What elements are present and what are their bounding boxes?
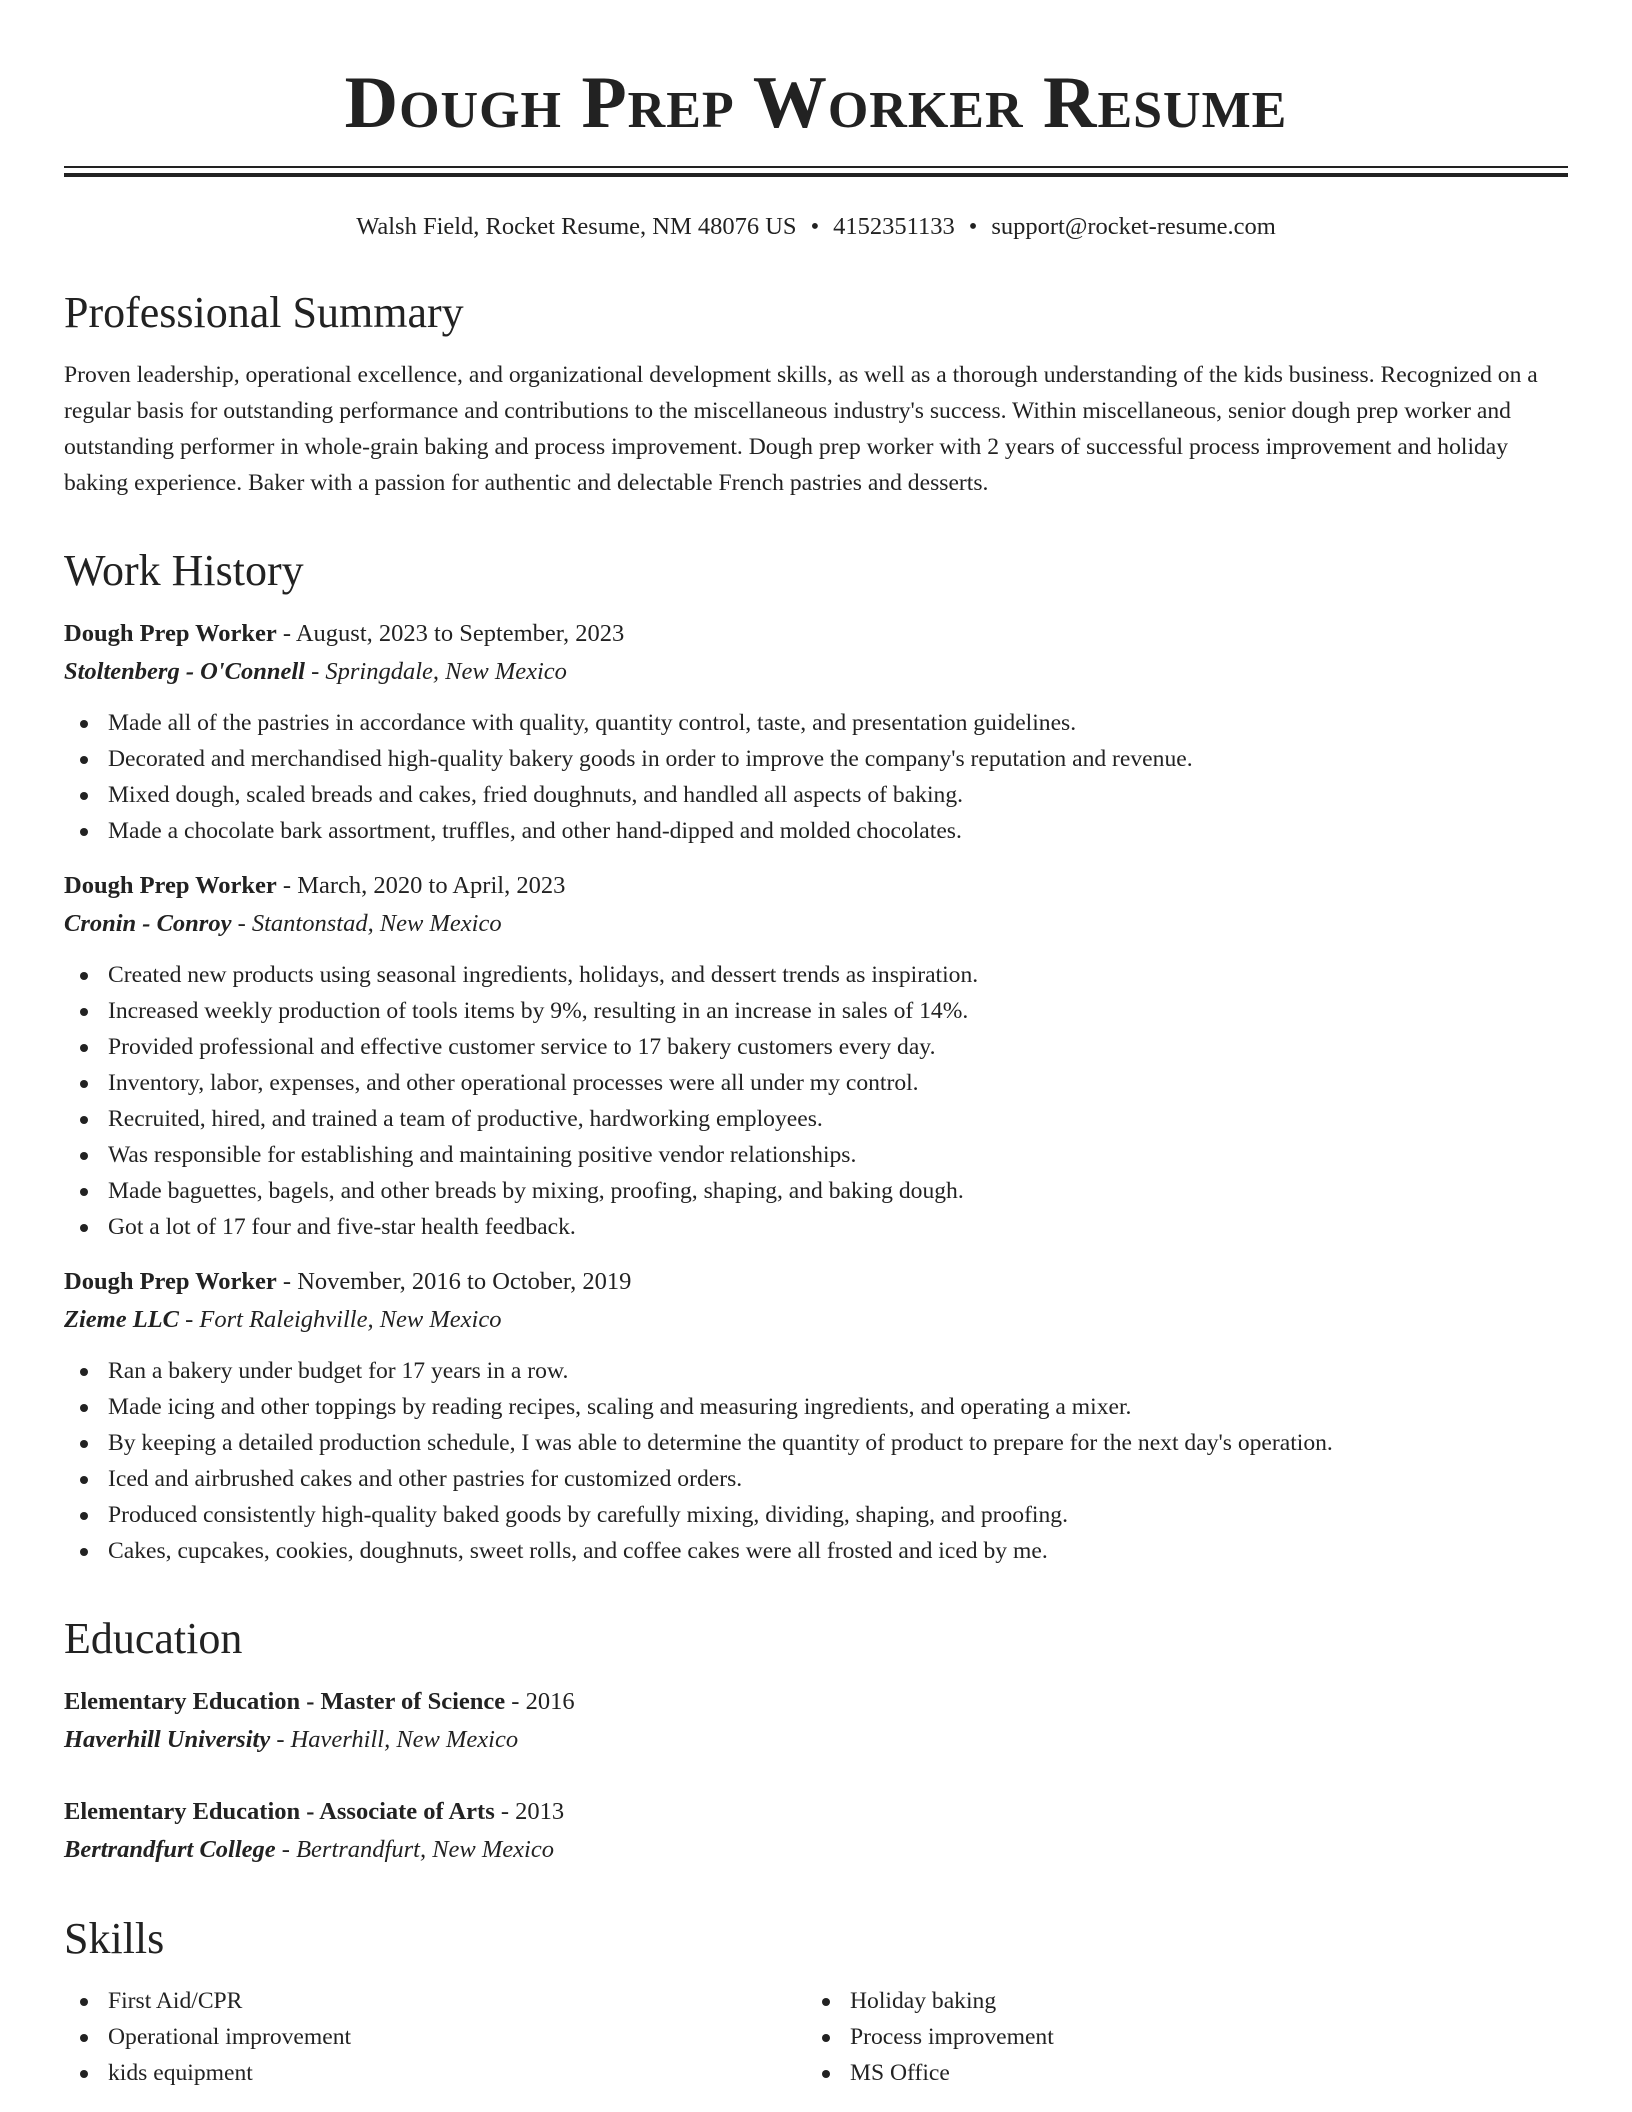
list-item: Cakes, cupcakes, cookies, doughnuts, sweet rolls, and coffee cakes were all frosted and iced by me.	[64, 1533, 1568, 1569]
job-entry	[64, 615, 1568, 849]
education-school-line	[64, 1721, 1568, 1759]
skills-column-right	[806, 1983, 1548, 2091]
education-degree-line	[64, 1793, 1568, 1831]
skills-list-left	[64, 1983, 806, 2091]
skill-item: kids equipment	[64, 2055, 806, 2091]
skill-item: MS Office	[806, 2055, 1548, 2091]
job-dates: - August, 2023 to September, 2023	[276, 620, 625, 647]
section-heading-skills: Skills	[64, 1914, 165, 1963]
job-entry	[64, 867, 1568, 1245]
job-title-line	[64, 1263, 1568, 1301]
education-degree: Elementary Education - Master of Science	[64, 1688, 506, 1715]
list-item: Got a lot of 17 four and five-star health feedback.	[64, 1209, 1568, 1245]
list-item: Increased weekly production of tools items by 9%, resulting in an increase in sales of 14%.	[64, 993, 1568, 1029]
job-role: Dough Prep Worker	[64, 620, 277, 647]
education-year: - 2016	[505, 1688, 575, 1715]
section-heading-summary: Professional Summary	[64, 288, 464, 337]
job-employer: Cronin - Conroy	[64, 910, 232, 937]
education-entry	[64, 1683, 1568, 1759]
list-item: Made a chocolate bark assortment, truffles, and other hand-dipped and molded chocolates.	[64, 813, 1568, 849]
job-role: Dough Prep Worker	[64, 872, 277, 899]
education-school: Bertrandfurt College	[64, 1836, 276, 1863]
contact-line	[64, 213, 1568, 241]
list-item: Provided professional and effective customer service to 17 bakery customers every day.	[64, 1029, 1568, 1065]
list-item: Was responsible for establishing and maintaining positive vendor relationships.	[64, 1137, 1568, 1173]
job-employer-line	[64, 905, 1568, 943]
education-year: - 2013	[494, 1798, 565, 1825]
list-item: Produced consistently high-quality baked goods by carefully mixing, dividing, shaping, and proofing.	[64, 1497, 1568, 1533]
job-location: - Fort Raleighville, New Mexico	[178, 1306, 502, 1333]
contact-phone: 4152351133	[833, 213, 955, 240]
education-degree-line	[64, 1683, 1568, 1721]
education-entry	[64, 1793, 1568, 1869]
job-employer-line	[64, 653, 1568, 691]
list-item: Made all of the pastries in accordance with quality, quantity control, taste, and presentation guidelines.	[64, 705, 1568, 741]
skills-column-left	[64, 1983, 806, 2091]
job-bullets	[64, 705, 1568, 849]
skill-item: First Aid/CPR	[64, 1983, 806, 2019]
job-employer: Stoltenberg - O'Connell	[64, 658, 305, 685]
list-item: Iced and airbrushed cakes and other pastries for customized orders.	[64, 1461, 1568, 1497]
list-item: Made icing and other toppings by reading recipes, scaling and measuring ingredients, and operating a mixer.	[64, 1389, 1568, 1425]
resume-page	[64, 0, 1568, 2091]
resume-title: Dough Prep Worker Resume	[344, 62, 1288, 144]
job-dates: - March, 2020 to April, 2023	[276, 872, 566, 899]
job-location: - Springdale, New Mexico	[304, 658, 567, 685]
list-item: Made baguettes, bagels, and other breads by mixing, proofing, shaping, and baking dough.	[64, 1173, 1568, 1209]
title-rule-thick	[64, 173, 1568, 177]
job-employer-line	[64, 1301, 1568, 1339]
list-item: By keeping a detailed production schedule, I was able to determine the quantity of product to prepare for the next day's operation.	[64, 1425, 1568, 1461]
job-title-line	[64, 615, 1568, 653]
education-location: - Bertrandfurt, New Mexico	[275, 1836, 554, 1863]
list-item: Inventory, labor, expenses, and other operational processes were all under my control.	[64, 1065, 1568, 1101]
education-school: Haverhill University	[64, 1726, 271, 1753]
job-employer: Zieme LLC	[64, 1306, 179, 1333]
contact-address: Walsh Field, Rocket Resume, NM 48076 US	[356, 213, 797, 240]
skill-item: Operational improvement	[64, 2019, 806, 2055]
list-item: Decorated and merchandised high-quality bakery goods in order to improve the company's reputation and revenue.	[64, 741, 1568, 777]
contact-email: support@rocket-resume.com	[991, 213, 1276, 240]
job-bullets	[64, 957, 1568, 1245]
job-entry	[64, 1263, 1568, 1569]
job-bullets	[64, 1353, 1568, 1569]
summary-paragraph: Proven leadership, operational excellence, and organizational development skills, as well as a thorough understanding of the kids business. Recognized on a regular basis for outstanding performance and contributions to the miscellaneous industry's success. Within miscellaneous, senior dough prep worker and outstanding performer in whole-grain baking and process improvement. Dough prep worker with 2 years of successful process improvement and holiday baking experience. Baker with a passion for authentic and delectable French pastries and desserts.	[64, 362, 1538, 496]
skill-item: Process improvement	[806, 2019, 1548, 2055]
education-school-line	[64, 1831, 1568, 1869]
list-item: Mixed dough, scaled breads and cakes, fried doughnuts, and handled all aspects of baking.	[64, 777, 1568, 813]
job-role: Dough Prep Worker	[64, 1268, 277, 1295]
education-degree: Elementary Education - Associate of Arts	[64, 1798, 495, 1825]
contact-separator: •	[810, 213, 820, 240]
education-location: - Haverhill, New Mexico	[270, 1726, 519, 1753]
section-heading-education: Education	[64, 1614, 243, 1663]
skill-item: Holiday baking	[806, 1983, 1548, 2019]
list-item: Created new products using seasonal ingredients, holidays, and dessert trends as inspiration.	[64, 957, 1568, 993]
skills-grid	[64, 1983, 1568, 2091]
contact-separator: •	[968, 213, 978, 240]
section-heading-work-history: Work History	[64, 546, 304, 595]
skills-list-right	[806, 1983, 1548, 2091]
job-dates: - November, 2016 to October, 2019	[276, 1268, 632, 1295]
list-item: Recruited, hired, and trained a team of productive, hardworking employees.	[64, 1101, 1568, 1137]
job-location: - Stantonstad, New Mexico	[231, 910, 502, 937]
list-item: Ran a bakery under budget for 17 years in a row.	[64, 1353, 1568, 1389]
job-title-line	[64, 867, 1568, 905]
